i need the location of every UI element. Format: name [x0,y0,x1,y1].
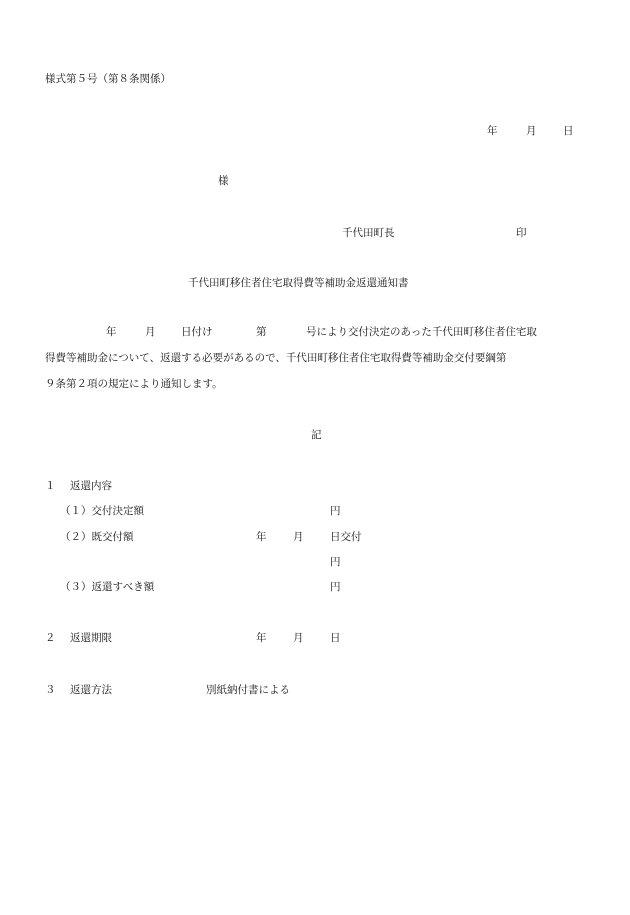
date-month-label: 月 [526,125,537,137]
section1-heading: 返還内容 [70,480,112,492]
date-year-label: 年 [487,125,498,137]
body-line2-text: 得費等補助金について、返還する必要があるので、千代田町移住者住宅取得費等補助金交付要綱第 [45,352,507,364]
addressee-suffix: 様 [218,175,229,187]
section2-heading: 返還期限 [70,632,112,644]
section3-heading: 返還方法 [70,684,112,696]
item-grant-decision-unit: 円 [330,505,341,517]
body-year-label: 年 [106,326,117,338]
document-title: 千代田町移住者住宅取得費等補助金返還通知書 [188,277,409,289]
date-day-label: 日 [563,125,574,137]
item-already-paid-suffix: 日交付 [330,531,362,543]
item-refund-amount-label: （３）返還すべき額 [60,581,155,593]
item-already-paid-unit: 円 [330,556,341,568]
seal-mark: 印 [516,227,527,239]
ki-heading: 記 [311,429,322,441]
section3-number: ３ [45,684,56,696]
body-month-label: 月 [145,326,156,338]
section1-number: １ [45,480,56,492]
section3-value: 別紙納付書による [206,684,290,696]
section2-year: 年 [256,632,267,644]
section2-number: ２ [45,632,56,644]
item-already-paid-label: （２）既交付額 [60,531,134,543]
body-dated-label: 日付け [181,326,213,338]
item-grant-decision-label: （１）交付決定額 [60,505,144,517]
body-number-prefix: 第 [256,326,267,338]
item-already-paid-month: 月 [293,531,304,543]
item-refund-amount-unit: 円 [330,581,341,593]
form-number: 様式第５号（第８条関係） [45,73,171,85]
section2-day: 日 [330,632,341,644]
item-already-paid-year: 年 [256,531,267,543]
body-line3-text: ９条第２項の規定により通知します。 [45,378,223,390]
body-line1-text: 号により交付決定のあった千代田町移住者住宅取 [306,326,537,338]
issuer-title: 千代田町長 [342,227,395,239]
section2-month: 月 [293,632,304,644]
